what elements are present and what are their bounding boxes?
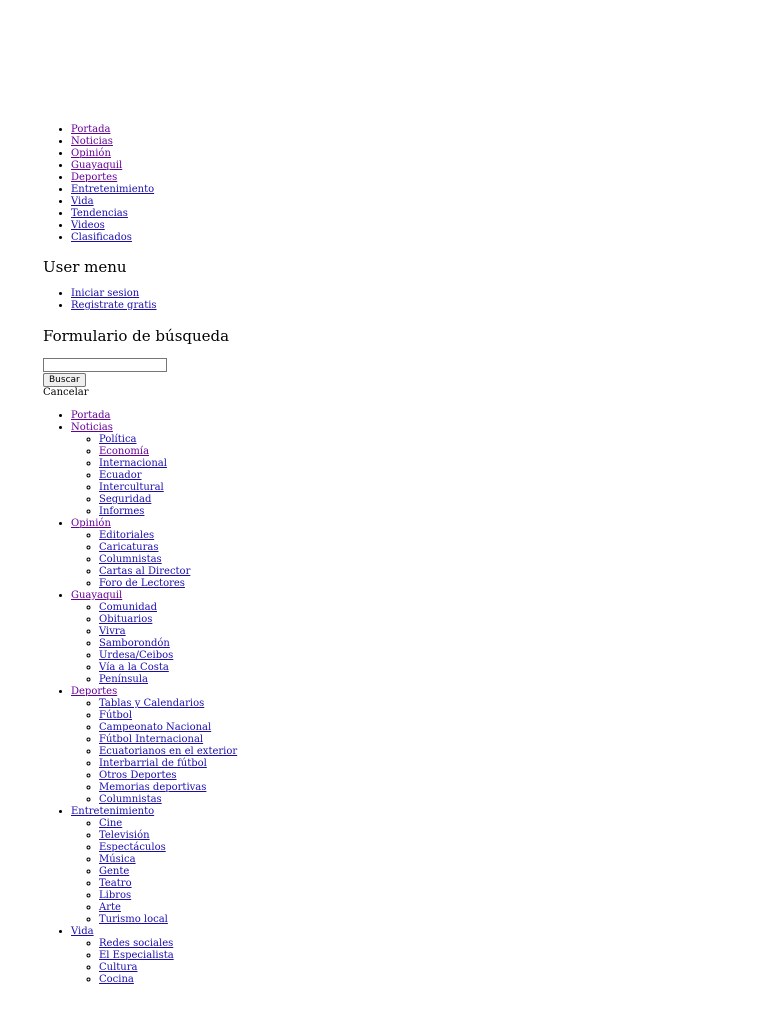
main-menu-item-portada [71, 124, 743, 136]
main-menu [43, 124, 743, 244]
nav-item-deportes [71, 686, 743, 806]
user-menu-link-iniciar-sesion[interactable]: Iniciar sesion [71, 288, 140, 299]
main-menu-item-entretenimiento [71, 184, 743, 196]
subnav-item-cine [99, 818, 743, 830]
subnav-link-television[interactable]: Televisión [99, 830, 150, 841]
search-form-title: Formulario de búsqueda [43, 327, 230, 345]
nav-link-deportes[interactable]: Deportes [71, 686, 118, 697]
main-menu-item-vida [71, 196, 743, 208]
subnav-link-ecuador[interactable]: Ecuador [99, 470, 142, 481]
subnav-link-intercultural[interactable]: Intercultural [99, 482, 164, 493]
subnav-link-caricaturas[interactable]: Caricaturas [99, 542, 159, 553]
subnav-item-teatro [99, 878, 743, 890]
subnav-item-cartas-al-director [99, 566, 743, 578]
subnav-link-redes-sociales[interactable]: Redes sociales [99, 938, 174, 949]
subnav-item-intercultural [99, 482, 743, 494]
main-menu-item-noticias [71, 136, 743, 148]
subnav-item-libros [99, 890, 743, 902]
subnav-item-television [99, 830, 743, 842]
subnav-item-via-a-la-costa [99, 662, 743, 674]
subnav-link-libros[interactable]: Libros [99, 890, 132, 901]
subnav-link-internacional[interactable]: Internacional [99, 458, 167, 469]
main-menu-item-videos [71, 220, 743, 232]
subnav-item-cultura [99, 962, 743, 974]
subnav-item-espectaculos [99, 842, 743, 854]
subnav-link-el-especialista[interactable]: El Especialista [99, 950, 174, 961]
subnav-item-campeonato-nacional [99, 722, 743, 734]
subnav-item-redes-sociales [99, 938, 743, 950]
subnav-item-cocina [99, 974, 743, 986]
user-menu-title: User menu [43, 258, 127, 276]
subnav-link-via-a-la-costa[interactable]: Vía a la Costa [99, 662, 169, 673]
main-menu-item-opinion [71, 148, 743, 160]
nav-item-noticias [71, 422, 743, 518]
nav-link-portada[interactable]: Portada [71, 410, 111, 421]
subnav-item-memorias-deportivas [99, 782, 743, 794]
subnav-link-politica[interactable]: Política [99, 434, 137, 445]
subnav-item-informes [99, 506, 743, 518]
main-menu-link-vida[interactable]: Vida [71, 196, 94, 207]
nav-item-vida [71, 926, 743, 986]
subnav-item-otros-deportes [99, 770, 743, 782]
nav-link-noticias[interactable]: Noticias [71, 422, 113, 433]
subnav-item-politica [99, 434, 743, 446]
subnav-link-economia[interactable]: Economía [99, 446, 150, 457]
subnav-item-ecuatorianos-en-el-exterior [99, 746, 743, 758]
subnav-item-futbol-internacional [99, 734, 743, 746]
main-menu-link-opinion[interactable]: Opinión [71, 148, 111, 159]
subnav-link-tablas-y-calendarios[interactable]: Tablas y Calendarios [99, 698, 205, 709]
subnav-link-arte[interactable]: Arte [99, 902, 121, 913]
user-menu-item-iniciar-sesion [71, 288, 743, 300]
subnav-item-peninsula [99, 674, 743, 686]
user-menu [43, 288, 743, 312]
submenu-entretenimiento [71, 818, 743, 926]
submenu-guayaquil [71, 602, 743, 686]
subnav-link-columnistas[interactable]: Columnistas [99, 554, 162, 565]
nav-link-guayaquil[interactable]: Guayaquil [71, 590, 123, 601]
nav-item-opinion [71, 518, 743, 590]
subnav-item-futbol [99, 710, 743, 722]
subnav-item-caricaturas [99, 542, 743, 554]
main-menu-link-portada[interactable]: Portada [71, 124, 111, 135]
nav-item-entretenimiento [71, 806, 743, 926]
subnav-item-samborondon [99, 638, 743, 650]
subnav-link-musica[interactable]: Música [99, 854, 136, 865]
submenu-noticias [71, 434, 743, 518]
subnav-link-cine[interactable]: Cine [99, 818, 123, 829]
main-menu-link-clasificados[interactable]: Clasificados [71, 232, 132, 243]
main-menu-link-deportes[interactable]: Deportes [71, 172, 118, 183]
subnav-item-economia [99, 446, 743, 458]
subnav-link-cocina[interactable]: Cocina [99, 974, 134, 985]
subnav-item-internacional [99, 458, 743, 470]
main-menu-link-entretenimiento[interactable]: Entretenimiento [71, 184, 155, 195]
full-navigation-menu [43, 410, 743, 986]
subnav-item-seguridad [99, 494, 743, 506]
submenu-opinion [71, 530, 743, 590]
main-menu-item-guayaquil [71, 160, 743, 172]
subnav-link-gente[interactable]: Gente [99, 866, 130, 877]
subnav-link-editoriales[interactable]: Editoriales [99, 530, 155, 541]
main-menu-link-tendencias[interactable]: Tendencias [71, 208, 128, 219]
subnav-link-otros-deportes[interactable]: Otros Deportes [99, 770, 177, 781]
subnav-link-seguridad[interactable]: Seguridad [99, 494, 152, 505]
subnav-item-obituarios [99, 614, 743, 626]
search-input[interactable] [43, 358, 167, 372]
subnav-link-interbarrial-de-futbol[interactable]: Interbarrial de fútbol [99, 758, 207, 769]
submenu-deportes [71, 698, 743, 806]
subnav-link-columnistas[interactable]: Columnistas [99, 794, 162, 805]
subnav-item-vivra [99, 626, 743, 638]
subnav-link-informes[interactable]: Informes [99, 506, 145, 517]
subnav-link-campeonato-nacional[interactable]: Campeonato Nacional [99, 722, 212, 733]
nav-link-opinion[interactable]: Opinión [71, 518, 111, 529]
subnav-item-columnistas [99, 554, 743, 566]
main-menu-item-tendencias [71, 208, 743, 220]
subnav-link-futbol-internacional[interactable]: Fútbol Internacional [99, 734, 204, 745]
main-menu-link-videos[interactable]: Videos [71, 220, 105, 231]
subnav-item-musica [99, 854, 743, 866]
cancel-link[interactable]: Cancelar [43, 387, 89, 398]
main-menu-item-clasificados [71, 232, 743, 244]
subnav-item-el-especialista [99, 950, 743, 962]
subnav-item-editoriales [99, 530, 743, 542]
main-menu-link-noticias[interactable]: Noticias [71, 136, 113, 147]
main-menu-item-deportes [71, 172, 743, 184]
subnav-item-comunidad [99, 602, 743, 614]
subnav-item-gente [99, 866, 743, 878]
search-button[interactable]: Buscar [43, 373, 86, 387]
subnav-link-turismo-local[interactable]: Turismo local [99, 914, 168, 925]
submenu-vida [71, 938, 743, 986]
subnav-item-foro-de-lectores [99, 578, 743, 590]
nav-item-portada [71, 410, 743, 422]
subnav-link-comunidad[interactable]: Comunidad [99, 602, 157, 613]
subnav-link-urdesa-ceibos[interactable]: Urdesa/Ceibos [99, 650, 174, 661]
subnav-link-obituarios[interactable]: Obituarios [99, 614, 153, 625]
subnav-link-futbol[interactable]: Fútbol [99, 710, 133, 721]
subnav-link-foro-de-lectores[interactable]: Foro de Lectores [99, 578, 185, 589]
subnav-link-vivra[interactable]: Vivra [99, 626, 126, 637]
subnav-link-teatro[interactable]: Teatro [99, 878, 132, 889]
search-form [43, 358, 743, 387]
page-content [43, 124, 743, 986]
subnav-item-ecuador [99, 470, 743, 482]
subnav-item-columnistas [99, 794, 743, 806]
subnav-item-interbarrial-de-futbol [99, 758, 743, 770]
subnav-item-tablas-y-calendarios [99, 698, 743, 710]
subnav-item-arte [99, 902, 743, 914]
user-menu-link-registrate-gratis[interactable]: Registrate gratis [71, 300, 157, 311]
subnav-link-peninsula[interactable]: Península [99, 674, 149, 685]
subnav-link-espectaculos[interactable]: Espectáculos [99, 842, 166, 853]
subnav-link-memorias-deportivas[interactable]: Memorias deportivas [99, 782, 207, 793]
subnav-link-cultura[interactable]: Cultura [99, 962, 138, 973]
subnav-item-turismo-local [99, 914, 743, 926]
main-menu-link-guayaquil[interactable]: Guayaquil [71, 160, 123, 171]
subnav-link-ecuatorianos-en-el-exterior[interactable]: Ecuatorianos en el exterior [99, 746, 238, 757]
subnav-item-urdesa-ceibos [99, 650, 743, 662]
subnav-link-cartas-al-director[interactable]: Cartas al Director [99, 566, 191, 577]
nav-item-guayaquil [71, 590, 743, 686]
user-menu-item-registrate-gratis [71, 300, 743, 312]
nav-link-vida[interactable]: Vida [71, 926, 94, 937]
nav-link-entretenimiento[interactable]: Entretenimiento [71, 806, 155, 817]
subnav-link-samborondon[interactable]: Samborondón [99, 638, 170, 649]
